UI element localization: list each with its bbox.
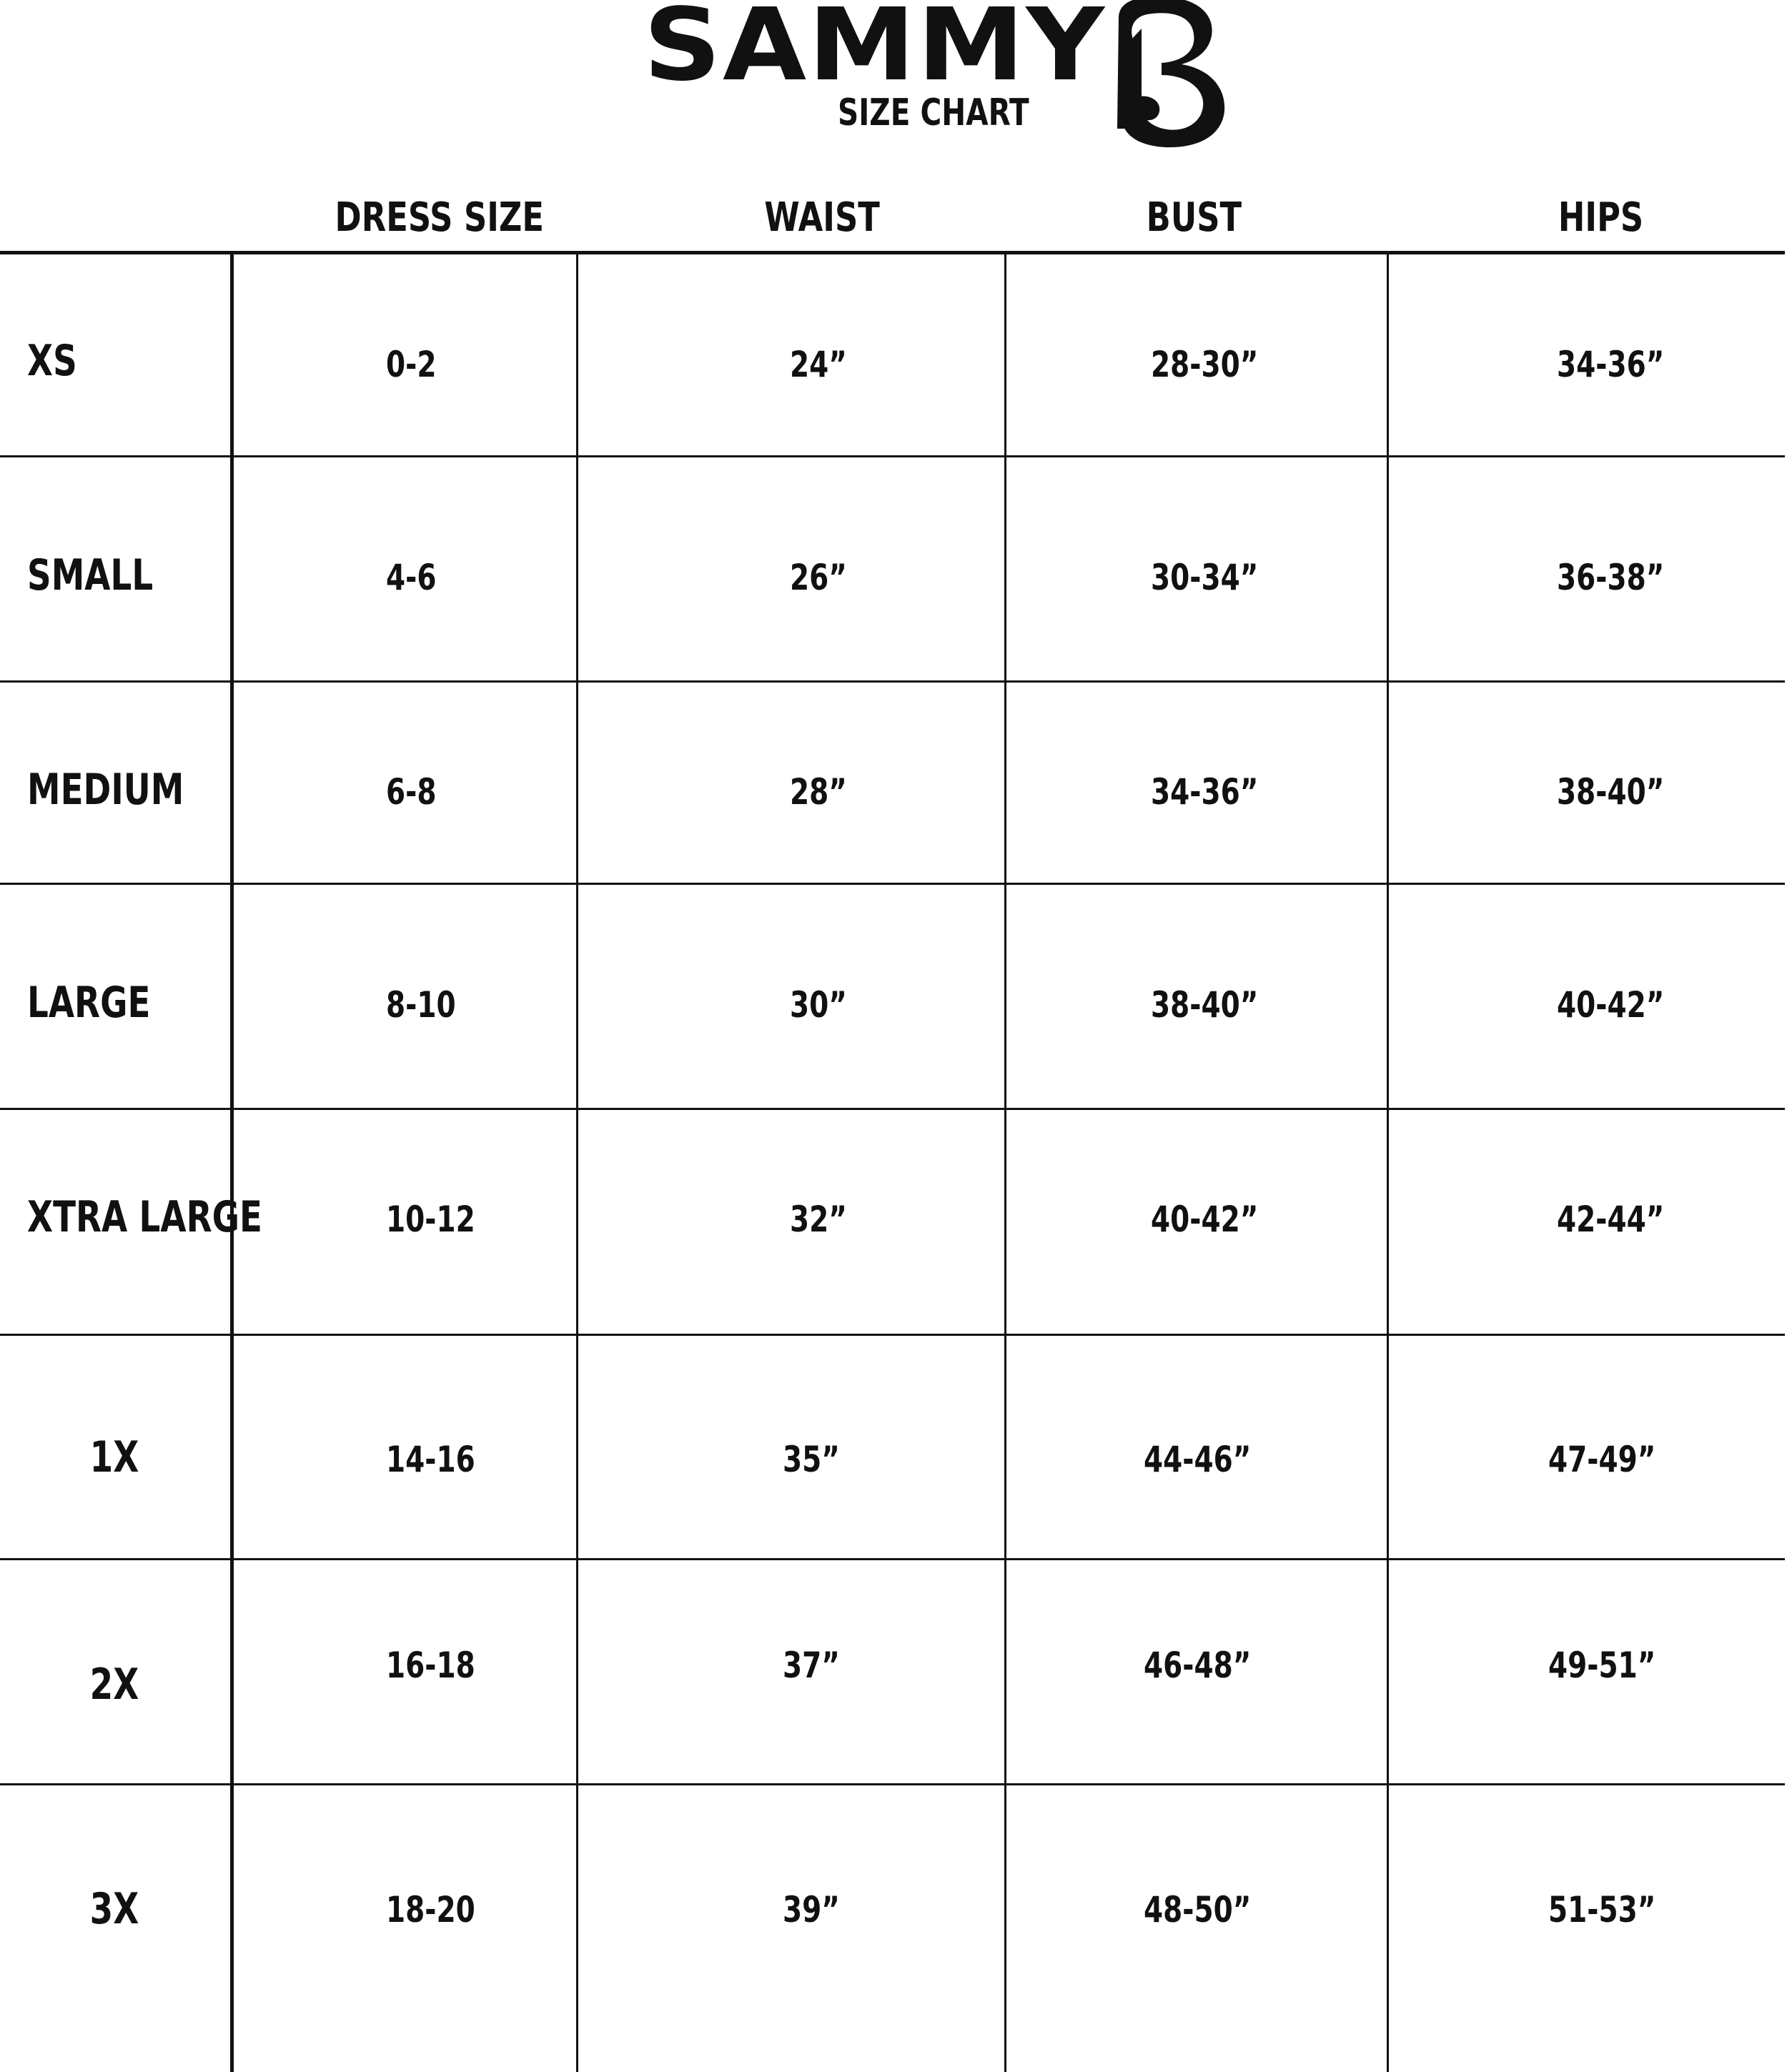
row-divider [0,680,1785,683]
dress-size-cell: 6-8 [386,771,437,813]
size-label: SMALL [27,550,154,600]
bust-cell: 44-46” [1144,1439,1252,1480]
waist-cell: 39” [783,1889,840,1930]
waist-cell: 32” [790,1199,847,1240]
bust-cell: 48-50” [1144,1889,1252,1930]
row-divider [0,1783,1785,1785]
dress-size-cell: 0-2 [386,344,437,385]
hips-cell: 38-40” [1557,771,1665,813]
size-label: XTRA LARGE [27,1192,263,1242]
dress-size-cell: 4-6 [386,557,437,598]
header-dress-size: DRESS SIZE [335,194,544,241]
hips-cell: 51-53” [1548,1889,1656,1930]
bust-cell: 40-42” [1151,1199,1259,1240]
waist-cell: 35” [783,1439,840,1480]
column-divider [1004,254,1006,2072]
dress-size-cell: 16-18 [386,1645,475,1686]
waist-cell: 30” [790,984,847,1026]
row-divider [0,883,1785,885]
waist-cell: 24” [790,344,847,385]
bust-cell: 46-48” [1144,1645,1252,1686]
dress-size-cell: 18-20 [386,1889,475,1930]
row-divider [0,1334,1785,1336]
header-bust: BUST [1146,194,1242,241]
size-label: LARGE [27,978,151,1028]
waist-cell: 37” [783,1645,840,1686]
bust-cell: 38-40” [1151,984,1259,1026]
dress-size-cell: 8-10 [386,984,456,1026]
brand-b-logo-icon [1090,0,1233,150]
brand-logo [0,0,1787,150]
size-label: 2X [89,1660,139,1710]
hips-cell: 40-42” [1557,984,1665,1026]
chart-subtitle: SIZE CHART [838,91,1029,134]
size-label: MEDIUM [27,765,184,815]
header-hips: HIPS [1558,194,1644,241]
waist-cell: 26” [790,557,847,598]
bust-cell: 34-36” [1151,771,1259,813]
hips-cell: 36-38” [1557,557,1665,598]
header-waist: WAIST [764,194,880,241]
column-divider [230,254,234,2072]
hips-cell: 42-44” [1557,1199,1665,1240]
row-divider [0,455,1785,457]
column-divider [576,254,578,2072]
hips-cell: 34-36” [1557,344,1665,385]
dress-size-cell: 10-12 [386,1199,475,1240]
dress-size-cell: 14-16 [386,1439,475,1480]
bust-cell: 30-34” [1151,557,1259,598]
size-label: XS [27,336,77,386]
bust-cell: 28-30” [1151,344,1259,385]
header-divider [0,251,1785,254]
size-label: 3X [89,1884,139,1934]
brand-name: SAMMY [643,0,1107,104]
hips-cell: 49-51” [1548,1645,1656,1686]
waist-cell: 28” [790,771,847,813]
row-divider [0,1108,1785,1110]
row-divider [0,1558,1785,1560]
size-label: 1X [89,1432,139,1482]
hips-cell: 47-49” [1548,1439,1656,1480]
column-divider [1387,254,1389,2072]
